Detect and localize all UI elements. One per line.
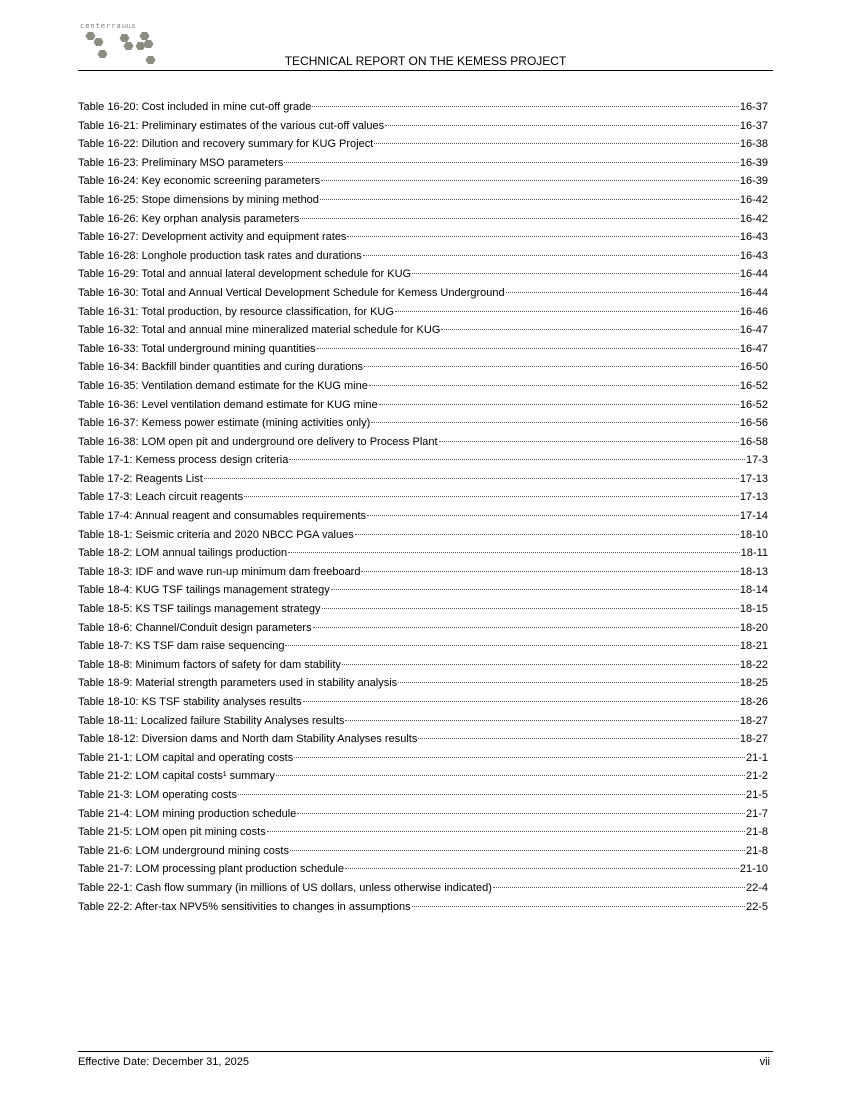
toc-entry[interactable]	[78, 172, 768, 191]
toc-entry-label: Table 21-2: LOM capital costs¹ summary	[78, 770, 275, 783]
toc-entry[interactable]	[78, 117, 768, 136]
toc-entry-label: Table 18-2: LOM annual tailings production	[78, 547, 288, 560]
dot-leader	[312, 106, 738, 107]
toc-entry-label: Table 16-21: Preliminary estimates of the various cut-off values	[78, 119, 385, 132]
toc-entry-page: 18-26	[739, 696, 768, 708]
dot-leader	[418, 738, 739, 739]
toc-entry-label: Table 21-1: LOM capital and operating costs	[78, 751, 294, 764]
toc-entry[interactable]	[78, 563, 768, 582]
toc-entry-page: 18-27	[739, 733, 768, 746]
toc-entry-label: Table 22-2: After-tax NPV5% sensitivities to changes in assumptions	[78, 900, 411, 913]
toc-entry-label: Table 16-32: Total and annual mine mineralized material schedule for KUG	[78, 324, 441, 337]
toc-entry[interactable]	[78, 842, 768, 861]
dot-leader	[313, 627, 739, 628]
toc-entry[interactable]	[78, 135, 768, 154]
toc-entry[interactable]	[78, 544, 768, 563]
toc-entry-page: 18-10	[739, 528, 768, 541]
logo-suffix: GOLD	[121, 24, 136, 30]
page-number: vii	[759, 1056, 770, 1068]
dot-leader	[276, 775, 745, 776]
toc-entry[interactable]	[78, 340, 768, 359]
toc-entry[interactable]	[78, 210, 768, 229]
toc-entry-label: Table 16-38: LOM open pit and underground ore delivery to Process Plant	[78, 435, 438, 448]
dot-leader	[289, 459, 745, 460]
toc-entry-label: Table 16-22: Dilution and recovery summary for KUG Project	[78, 138, 374, 151]
toc-entry-page: 18-13	[739, 565, 768, 578]
toc-entry[interactable]	[78, 284, 768, 303]
toc-entry-label: Table 18-1: Seismic criteria and 2020 NBCC PGA values	[78, 528, 354, 541]
toc-entry[interactable]	[78, 507, 768, 526]
toc-entry-page: 18-25	[739, 677, 768, 690]
toc-entry-label: Table 21-7: LOM processing plant production schedule	[78, 863, 344, 876]
dot-leader	[395, 311, 739, 312]
toc-entry-page: 18-14	[739, 584, 768, 597]
toc-entry-label: Table 17-1: Kemess process design criteria	[78, 454, 289, 467]
toc-entry[interactable]	[78, 749, 768, 768]
toc-entry-page: 18-20	[739, 621, 768, 634]
toc-entry[interactable]	[78, 619, 768, 638]
toc-entry[interactable]	[78, 191, 768, 210]
toc-entry-page: 16-42	[739, 193, 768, 206]
dot-leader	[441, 329, 738, 330]
toc-entry-page: 21-5	[745, 788, 768, 801]
toc-entry-page: 17-14	[739, 510, 768, 523]
dot-leader	[369, 385, 739, 386]
toc-entry-page: 16-39	[739, 175, 768, 188]
dot-leader	[493, 887, 745, 888]
toc-entry[interactable]	[78, 823, 768, 842]
dot-leader	[320, 199, 739, 200]
toc-entry-label: Table 21-3: LOM operating costs	[78, 788, 237, 801]
toc-entry-page: 16-38	[739, 138, 768, 151]
dot-leader	[297, 813, 745, 814]
dot-leader	[303, 701, 739, 702]
toc-entry-label: Table 16-33: Total underground mining quantities	[78, 342, 316, 355]
toc-entry[interactable]	[78, 637, 768, 656]
toc-entry[interactable]	[78, 805, 768, 824]
toc-entry[interactable]	[78, 247, 768, 266]
list-of-tables	[78, 98, 768, 916]
toc-entry-page: 16-44	[739, 268, 768, 281]
toc-entry[interactable]	[78, 433, 768, 452]
dot-leader	[317, 348, 739, 349]
toc-entry[interactable]	[78, 879, 768, 898]
toc-entry[interactable]	[78, 488, 768, 507]
toc-entry[interactable]	[78, 303, 768, 322]
page-header	[78, 20, 773, 71]
toc-entry-page: 16-47	[739, 324, 768, 337]
toc-entry-page: 17-13	[739, 491, 768, 504]
toc-entry-page: 17-13	[739, 472, 768, 485]
toc-entry-page: 16-46	[739, 305, 768, 318]
dot-leader	[379, 404, 739, 405]
dot-leader	[322, 608, 739, 609]
dot-leader	[238, 794, 745, 795]
toc-entry-page: 18-15	[739, 603, 768, 616]
toc-entry-page: 16-37	[739, 119, 768, 132]
toc-entry-label: Table 16-29: Total and annual lateral development schedule for KUG	[78, 268, 412, 281]
toc-entry-label: Table 18-9: Material strength parameters used in stability analysis	[78, 677, 398, 690]
dot-leader	[285, 645, 738, 646]
dot-leader	[367, 515, 739, 516]
report-title: TECHNICAL REPORT ON THE KEMESS PROJECT	[284, 54, 567, 68]
dot-leader	[398, 682, 739, 683]
dot-leader	[361, 571, 738, 572]
toc-entry[interactable]	[78, 600, 768, 619]
toc-entry-page: 18-27	[739, 714, 768, 727]
toc-entry-label: Table 18-11: Localized failure Stability Analyses results	[78, 714, 345, 727]
toc-entry-page: 16-47	[739, 342, 768, 355]
toc-entry[interactable]	[78, 693, 768, 712]
toc-entry[interactable]	[78, 526, 768, 545]
toc-entry-label: Table 16-31: Total production, by resource classification, for KUG	[78, 305, 394, 318]
dot-leader	[506, 292, 739, 293]
toc-entry-page: 21-1	[745, 751, 768, 764]
dot-leader	[385, 125, 739, 126]
dot-leader	[342, 664, 739, 665]
toc-entry-label: Table 16-24: Key economic screening parameters	[78, 175, 321, 188]
toc-entry[interactable]	[78, 396, 768, 415]
page-footer	[78, 1051, 773, 1068]
dot-leader	[284, 162, 738, 163]
dot-leader	[244, 496, 739, 497]
toc-entry-label: Table 18-7: KS TSF dam raise sequencing	[78, 640, 285, 653]
toc-entry-label: Table 16-20: Cost included in mine cut-off grade	[78, 101, 312, 113]
dot-leader	[364, 366, 739, 367]
toc-entry-label: Table 21-4: LOM mining production schedule	[78, 807, 297, 820]
toc-entry[interactable]	[78, 98, 768, 117]
dot-leader	[267, 831, 745, 832]
toc-entry-page: 21-10	[739, 863, 768, 876]
toc-entry-label: Table 16-27: Development activity and equipment rates	[78, 231, 347, 244]
toc-entry[interactable]	[78, 730, 768, 749]
dot-leader	[374, 143, 739, 144]
toc-entry-page: 16-43	[739, 249, 768, 262]
toc-entry-label: Table 18-4: KUG TSF tailings management strategy	[78, 584, 330, 597]
toc-entry[interactable]	[78, 656, 768, 675]
dot-leader	[412, 273, 739, 274]
dot-leader	[321, 180, 739, 181]
dot-leader	[345, 868, 739, 869]
toc-entry-label: Table 16-26: Key orphan analysis parameters	[78, 212, 300, 225]
toc-entry-page: 16-52	[739, 398, 768, 411]
toc-entry-page: 21-8	[745, 826, 768, 839]
toc-entry-label: Table 18-6: Channel/Conduit design parameters	[78, 621, 312, 634]
toc-entry-label: Table 17-3: Leach circuit reagents	[78, 491, 244, 504]
toc-entry-page: 16-39	[739, 156, 768, 169]
dot-leader	[439, 441, 739, 442]
dot-leader	[331, 589, 739, 590]
toc-entry-label: Table 16-35: Ventilation demand estimate for the KUG mine	[78, 379, 368, 392]
toc-entry-page: 22-4	[745, 881, 768, 894]
toc-entry-page: 16-52	[739, 379, 768, 392]
dot-leader	[290, 850, 745, 851]
toc-entry-page: 16-58	[739, 435, 768, 448]
toc-entry-page: 21-2	[745, 770, 768, 783]
toc-entry-label: Table 18-3: IDF and wave run-up minimum dam freeboard	[78, 565, 361, 578]
toc-entry-label: Table 16-25: Stope dimensions by mining method	[78, 193, 319, 206]
toc-entry-page: 21-7	[745, 807, 768, 820]
toc-entry[interactable]	[78, 321, 768, 340]
toc-entry-label: Table 16-37: Kemess power estimate (mining activities only)	[78, 417, 371, 430]
toc-entry-page: 16-56	[739, 417, 768, 430]
toc-entry-label: Table 17-2: Reagents List	[78, 472, 203, 485]
toc-entry-label: Table 22-1: Cash flow summary (in millions of US dollars, unless otherwise indicated)	[78, 881, 492, 894]
toc-entry[interactable]	[78, 786, 768, 805]
toc-entry-page: 18-22	[739, 658, 768, 671]
dot-leader	[355, 534, 739, 535]
toc-entry-label: Table 16-36: Level ventilation demand estimate for KUG mine	[78, 398, 378, 411]
dot-leader	[294, 757, 745, 758]
toc-entry[interactable]	[78, 898, 768, 917]
toc-entry-page: 16-50	[739, 361, 768, 374]
effective-date: Effective Date: December 31, 2025	[78, 1056, 250, 1068]
toc-entry-label: Table 18-8: Minimum factors of safety for dam stability	[78, 658, 341, 671]
toc-entry-page: 17-3	[745, 454, 768, 467]
toc-entry-label: Table 17-4: Annual reagent and consumables requirements	[78, 510, 367, 523]
toc-entry-label: Table 21-6: LOM underground mining costs	[78, 844, 289, 857]
toc-entry-page: 16-42	[739, 212, 768, 225]
toc-entry-page: 16-43	[739, 231, 768, 244]
toc-entry-label: Table 21-5: LOM open pit mining costs	[78, 826, 266, 839]
toc-entry[interactable]	[78, 674, 768, 693]
toc-entry-page: 16-37	[739, 101, 768, 113]
toc-entry[interactable]	[78, 358, 768, 377]
toc-entry[interactable]	[78, 581, 768, 600]
toc-entry[interactable]	[78, 470, 768, 489]
toc-entry[interactable]	[78, 265, 768, 284]
toc-entry-label: Table 18-12: Diversion dams and North dam Stability Analyses results	[78, 733, 418, 746]
toc-entry[interactable]	[78, 414, 768, 433]
toc-entry[interactable]	[78, 451, 768, 470]
dot-leader	[345, 720, 738, 721]
toc-entry-page: 18-21	[739, 640, 768, 653]
toc-entry-page: 22-5	[745, 900, 768, 913]
toc-entry[interactable]	[78, 377, 768, 396]
toc-entry-label: Table 16-28: Longhole production task rates and durations	[78, 249, 362, 262]
toc-entry-label: Table 16-30: Total and Annual Vertical Development Schedule for Kemess Underground	[78, 286, 505, 299]
logo-text: centerra	[80, 22, 122, 30]
dot-leader	[363, 255, 739, 256]
dot-leader	[288, 552, 740, 553]
toc-entry-label: Table 18-10: KS TSF stability analyses results	[78, 696, 302, 708]
toc-entry-page: 21-8	[745, 844, 768, 857]
toc-entry-label: Table 16-34: Backfill binder quantities and curing durations	[78, 361, 363, 374]
dot-leader	[347, 236, 738, 237]
toc-entry-page: 18-11	[740, 547, 768, 560]
toc-entry[interactable]	[78, 712, 768, 731]
dot-leader	[412, 906, 745, 907]
dot-leader	[371, 422, 739, 423]
toc-entry[interactable]	[78, 228, 768, 247]
dot-leader	[204, 478, 739, 479]
toc-entry[interactable]	[78, 860, 768, 879]
toc-entry-page: 16-44	[739, 286, 768, 299]
toc-entry[interactable]	[78, 154, 768, 173]
toc-entry-label: Table 18-5: KS TSF tailings management strategy	[78, 603, 321, 616]
logo-wordmark	[80, 22, 136, 30]
toc-entry[interactable]	[78, 767, 768, 786]
toc-entry-label: Table 16-23: Preliminary MSO parameters	[78, 156, 284, 169]
dot-leader	[300, 218, 739, 219]
